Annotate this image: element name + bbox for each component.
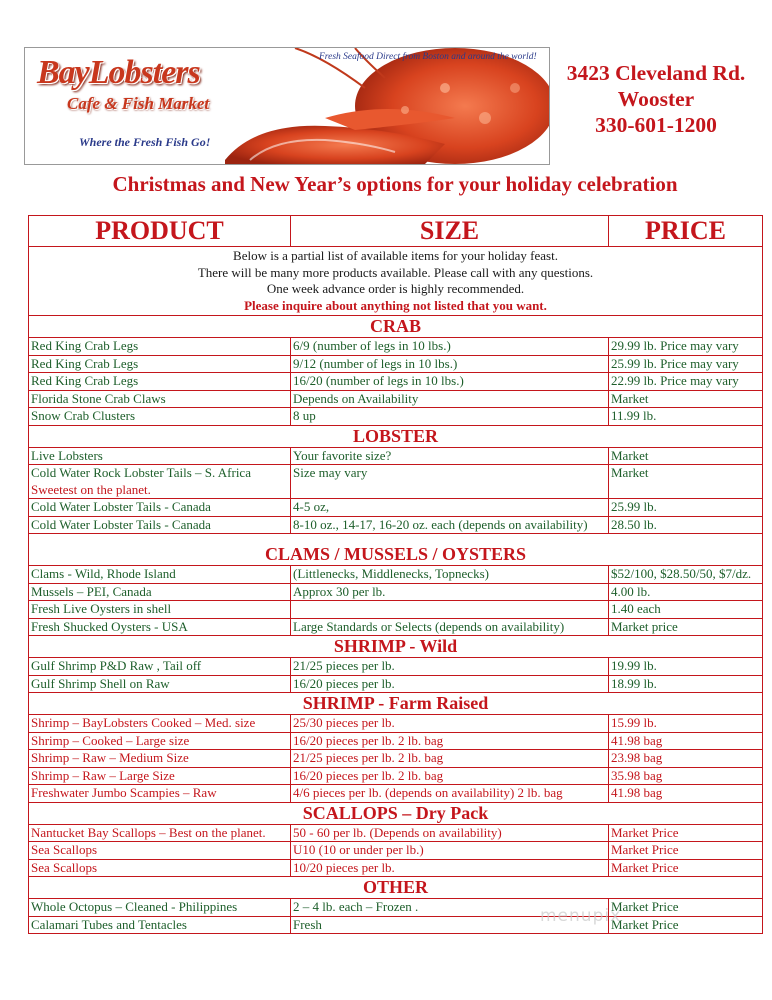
phone-number[interactable]: 330-601-1200 [595,113,717,137]
logo [24,47,550,165]
product-name: Shrimp – Raw – Medium Size [31,750,189,765]
product-name: Shrimp – BayLobsters Cooked – Med. size [31,715,256,730]
product-name: Cold Water Lobster Tails - Canada [31,499,211,514]
product-cell [29,390,291,408]
size-cell: 6/9 (number of legs in 10 lbs.) [291,338,609,356]
logo-name: BayLobsters [37,54,200,91]
price-cell: Market Price [609,899,763,917]
price-cell: 41.98 bag [609,785,763,803]
table-row [29,355,763,373]
table-row [29,824,763,842]
product-cell [29,715,291,733]
size-cell: 21/25 pieces per lb. 2 lb. bag [291,750,609,768]
page-headline: Christmas and New Year’s options for your holiday celebration [112,172,678,196]
price-cell: 25.99 lb. Price may vary [609,355,763,373]
logo-subtitle: Cafe & Fish Market [67,94,210,113]
price-cell: 22.99 lb. Price may vary [609,373,763,391]
product-name: Snow Crab Clusters [31,408,135,423]
price-cell: $52/100, $28.50/50, $7/dz. [609,566,763,584]
table-row [29,658,763,676]
product-name: Gulf Shrimp Shell on Raw [31,675,170,691]
table-row [29,408,763,426]
logo-banner: Fresh Seafood Direct from Boston and around the world! [319,52,537,62]
product-cell [29,516,291,534]
product-cell [29,408,291,426]
section-header-crab [29,316,763,338]
size-cell: 16/20 pieces per lb. 2 lb. bag [291,767,609,785]
section-title: LOBSTER [29,425,763,447]
table-row [29,859,763,877]
table-row [29,566,763,584]
logo-tagline: Where the Fresh Fish Go! [79,135,211,149]
product-name: Freshwater Jumbo Scampies – Raw [31,785,217,800]
size-cell: 8-10 oz., 14-17, 16-20 oz. each (depends on availability) [291,516,609,534]
size-cell: Your favorite size? [291,447,609,465]
size-cell: 4/6 pieces per lb. (depends on availability) 2 lb. bag [291,785,609,803]
price-cell: Market Price [609,916,763,934]
product-name: Fresh Shucked Oysters - USA [31,618,188,634]
product-cell [29,767,291,785]
section-title: CRAB [29,316,763,338]
product-name: Clams - Wild, Rhode Island [31,566,176,581]
price-cell: Market price [609,618,763,636]
watermark: menupix [540,906,622,926]
table-row [29,916,763,934]
product-name: Calamari Tubes and Tentacles [31,916,187,932]
product-name: Whole Octopus – Cleaned - Philippines [31,899,238,914]
size-cell: (Littlenecks, Middlenecks, Topnecks) [291,566,609,584]
product-cell [29,447,291,465]
size-cell: 2 – 4 lb. each – Frozen . [291,899,609,917]
table-row [29,373,763,391]
size-cell: 25/30 pieces per lb. [291,715,609,733]
product-note: Sweetest on the planet. [31,481,151,497]
product-cell [29,916,291,934]
column-header-product: PRODUCT [29,216,291,247]
product-name: Cold Water Lobster Tails - Canada [31,516,211,532]
price-cell: 35.98 bag [609,767,763,785]
table-row [29,447,763,465]
table-row [29,583,763,601]
size-cell: 10/20 pieces per lb. [291,859,609,877]
city: Wooster [617,87,695,111]
product-cell [29,842,291,860]
price-cell: Market Price [609,842,763,860]
product-cell [29,465,291,499]
section-header-other [29,877,763,899]
section-title: SCALLOPS – Dry Pack [29,802,763,824]
product-cell [29,355,291,373]
size-cell [291,601,609,619]
table-row [29,390,763,408]
product-cell [29,675,291,693]
size-cell: 50 - 60 per lb. (Depends on availability) [291,824,609,842]
table-row [29,465,763,499]
price-cell: 23.98 bag [609,750,763,768]
product-cell [29,499,291,517]
size-cell: Approx 30 per lb. [291,583,609,601]
section-header-shrimp-farm [29,693,763,715]
product-cell [29,601,291,619]
price-cell: Market Price [609,824,763,842]
section-header-shrimp-wild [29,636,763,658]
price-cell: 19.99 lb. [609,658,763,676]
size-cell: 16/20 pieces per lb. [291,675,609,693]
product-name: Red King Crab Legs [31,355,139,371]
price-cell: 4.00 lb. [609,583,763,601]
intro-inquire: Please inquire about anything not listed that you want. [244,297,547,313]
price-cell: 28.50 lb. [609,516,763,534]
price-cell: Market [609,447,763,465]
table-row [29,899,763,917]
product-name: Shrimp – Raw – Large Size [31,767,175,783]
price-cell: 1.40 each [609,601,763,619]
table-row [29,516,763,534]
size-cell: Large Standards or Selects (depends on availability) [291,618,609,636]
table-row [29,785,763,803]
product-cell [29,583,291,601]
product-name: Cold Water Rock Lobster Tails – S. Africa [31,465,251,480]
table-row [29,499,763,517]
price-cell: Market Price [609,859,763,877]
size-cell: Depends on Availability [291,390,609,408]
table-row [29,675,763,693]
product-cell [29,658,291,676]
product-name: Gulf Shrimp P&D Raw , Tail off [31,658,202,673]
table-row [29,842,763,860]
price-cell: 29.99 lb. Price may vary [609,338,763,356]
intro-line: There will be many more products available. Please call with any questions. [197,264,594,280]
size-cell: 4-5 oz, [291,499,609,517]
intro-notice [29,247,763,316]
size-cell: 9/12 (number of legs in 10 lbs.) [291,355,609,373]
size-cell: 16/20 pieces per lb. 2 lb. bag [291,732,609,750]
product-cell [29,338,291,356]
product-name: Live Lobsters [31,447,103,463]
price-cell: 25.99 lb. [609,499,763,517]
section-title: OTHER [29,877,763,899]
intro-line: Below is a partial list of available items for your holiday feast. [233,248,558,263]
product-cell [29,566,291,584]
address-block [548,60,764,138]
section-title: SHRIMP - Wild [29,636,763,658]
product-cell [29,824,291,842]
product-cell [29,750,291,768]
price-cell: Market [609,390,763,408]
price-cell: 41.98 bag [609,732,763,750]
product-cell [29,618,291,636]
product-cell [29,785,291,803]
product-name: Sea Scallops [31,859,98,875]
size-cell: 21/25 pieces per lb. [291,658,609,676]
table-row [29,618,763,636]
section-title: SHRIMP - Farm Raised [29,693,763,715]
table-row [29,732,763,750]
product-cell [29,373,291,391]
size-cell: Size may vary [291,465,609,499]
price-cell: 18.99 lb. [609,675,763,693]
product-name: Sea Scallops [31,842,98,857]
product-name: Red King Crab Legs [31,373,139,388]
table-row [29,750,763,768]
price-cell: Market [609,465,763,499]
product-name: Fresh Live Oysters in shell [31,601,172,616]
section-header-lobster [29,425,763,447]
size-cell: Fresh [291,916,609,934]
product-name: Florida Stone Crab Claws [31,390,166,406]
street-address: 3423 Cleveland Rd. [566,61,746,85]
table-header [29,216,763,247]
size-cell: U10 (10 or under per lb.) [291,842,609,860]
intro-line: One week advance order is highly recommended. [266,281,525,296]
price-cell: 15.99 lb. [609,715,763,733]
price-cell: 11.99 lb. [609,408,763,426]
section-header-scallops [29,802,763,824]
product-cell [29,732,291,750]
section-title: CLAMS / MUSSELS / OYSTERS [29,534,763,566]
product-cell [29,899,291,917]
price-table [28,215,763,934]
table-row [29,338,763,356]
size-cell: 16/20 (number of legs in 10 lbs.) [291,373,609,391]
product-name: Mussels – PEI, Canada [31,583,152,599]
size-cell: 8 up [291,408,609,426]
column-header-price: PRICE [609,216,763,247]
section-header-clams [29,534,763,566]
column-header-size: SIZE [291,216,609,247]
product-name: Red King Crab Legs [31,338,139,353]
product-cell [29,859,291,877]
product-name: Nantucket Bay Scallops – Best on the planet. [31,824,266,840]
product-name: Shrimp – Cooked – Large size [31,732,190,748]
table-row [29,715,763,733]
table-row [29,767,763,785]
table-row [29,601,763,619]
